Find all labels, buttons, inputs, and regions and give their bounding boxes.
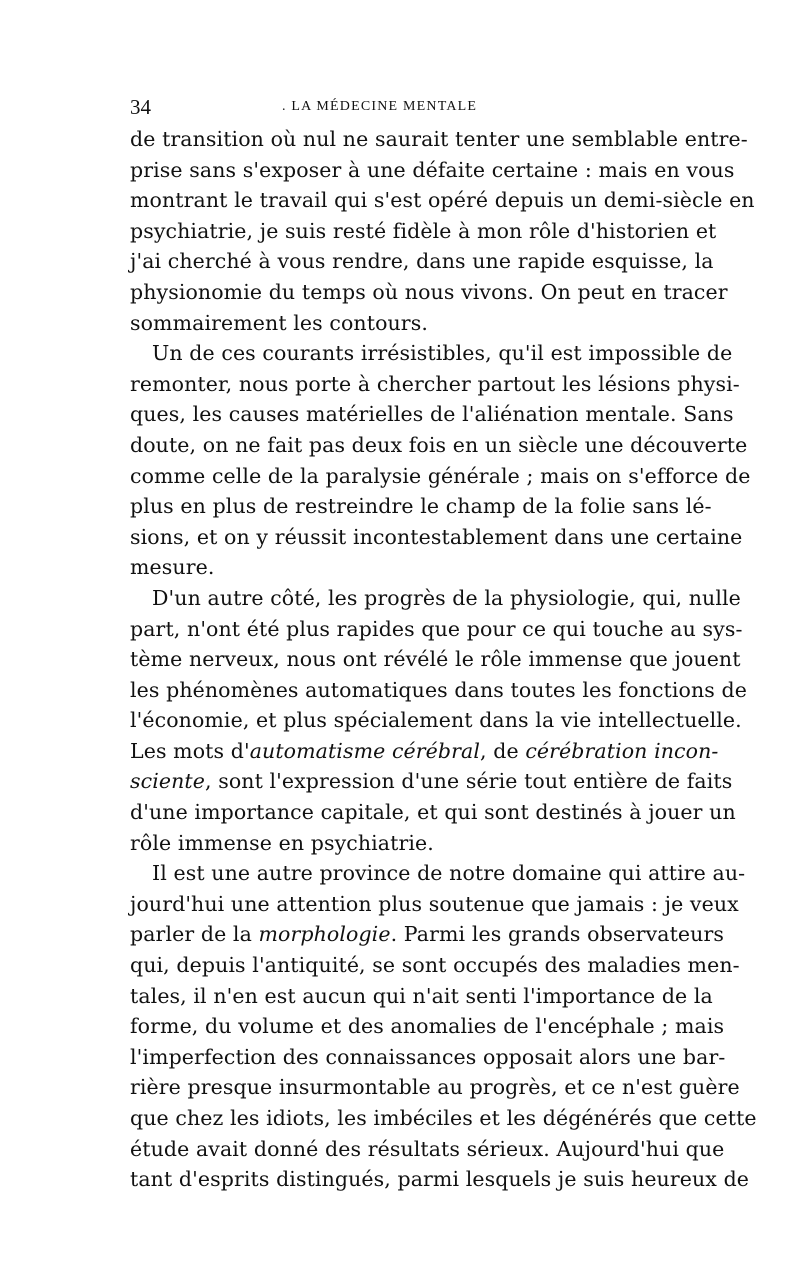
text-line: jourd'hui une attention plus soutenue que jamais : je veux xyxy=(130,891,739,916)
text-run: , de xyxy=(480,738,526,763)
text-line: qui, depuis l'antiquité, se sont occupés des maladies men- xyxy=(130,953,740,978)
text-line: sions, et on y réussit incontestablement dans une certaine xyxy=(130,524,743,549)
italic-term: automatisme cérébral xyxy=(249,738,481,763)
text-line: tant d'esprits distingués, parmi lesquels je suis heureux de xyxy=(130,1167,750,1192)
text-line-with-italics xyxy=(130,736,719,767)
text-line: rière presque insurmontable au progrès, et ce n'est guère xyxy=(130,1075,740,1100)
running-title: . LA MÉDECINE MENTALE xyxy=(282,99,478,114)
text-line: comme celle de la paralysie générale ; mais on s'efforce de xyxy=(130,463,751,488)
text-line: l'imperfection des connaissances opposait alors une bar- xyxy=(130,1044,726,1069)
text-line: rôle immense en psychiatrie. xyxy=(130,830,434,855)
text-line: montrant le travail qui s'est opéré depuis un demi-siècle en xyxy=(130,188,755,213)
italic-term: morphologie xyxy=(258,922,391,947)
text-run: . Parmi les grands observateurs xyxy=(390,922,724,947)
text-line: ques, les causes matérielles de l'aliénation mentale. Sans xyxy=(130,402,734,427)
text-line: part, n'ont été plus rapides que pour ce qui touche au sys- xyxy=(130,616,743,641)
text-line: physionomie du temps où nous vivons. On peut en tracer xyxy=(130,279,728,304)
text-line: tème nerveux, nous ont révélé le rôle immense que jouent xyxy=(130,647,741,672)
page-number: 34 xyxy=(130,95,151,119)
text-run: parler de la xyxy=(130,922,259,947)
text-line: les phénomènes automatiques dans toutes les fonctions de xyxy=(130,677,747,702)
text-line: D'un autre côté, les progrès de la physiologie, qui, nulle xyxy=(152,585,741,610)
text-line: remonter, nous porte à chercher partout les lésions physi- xyxy=(130,371,740,396)
text-line: prise sans s'exposer à une défaite certaine : mais en vous xyxy=(130,157,735,182)
text-line: Il est une autre province de notre domaine qui attire au- xyxy=(152,861,746,886)
text-line-with-italics xyxy=(130,919,724,950)
text-line-with-italics xyxy=(130,766,733,797)
text-line: étude avait donné des résultats sérieux. Aujourd'hui que xyxy=(130,1136,725,1161)
italic-term: cérébration incon- xyxy=(525,738,719,763)
text-run: , sont l'expression d'une série tout entière de faits xyxy=(204,769,733,794)
running-head xyxy=(130,95,670,119)
text-line: plus en plus de restreindre le champ de la folie sans lé- xyxy=(130,494,712,519)
text-line: mesure. xyxy=(130,555,215,580)
text-line: l'économie, et plus spécialement dans la vie intellectuelle. xyxy=(130,708,742,733)
text-line: Un de ces courants irrésistibles, qu'il est impossible de xyxy=(152,341,733,366)
text-run: Les mots d' xyxy=(130,738,250,763)
body-text xyxy=(130,124,757,1195)
text-line: d'une importance capitale, et qui sont destinés à jouer un xyxy=(130,800,736,825)
text-line: de transition où nul ne saurait tenter une semblable entre- xyxy=(130,127,748,151)
text-line: doute, on ne fait pas deux fois en un siècle une découverte xyxy=(130,432,748,457)
text-line: tales, il n'en est aucun qui n'ait senti l'importance de la xyxy=(130,983,713,1008)
italic-term: sciente xyxy=(130,769,205,794)
text-line: forme, du volume et des anomalies de l'encéphale ; mais xyxy=(130,1014,725,1039)
text-line: j'ai cherché à vous rendre, dans une rapide esquisse, la xyxy=(130,249,714,274)
text-line: psychiatrie, je suis resté fidèle à mon rôle d'historien et xyxy=(130,218,717,243)
text-line: que chez les idiots, les imbéciles et les dégénérés que cette xyxy=(130,1106,757,1130)
text-line: sommairement les contours. xyxy=(130,310,428,335)
